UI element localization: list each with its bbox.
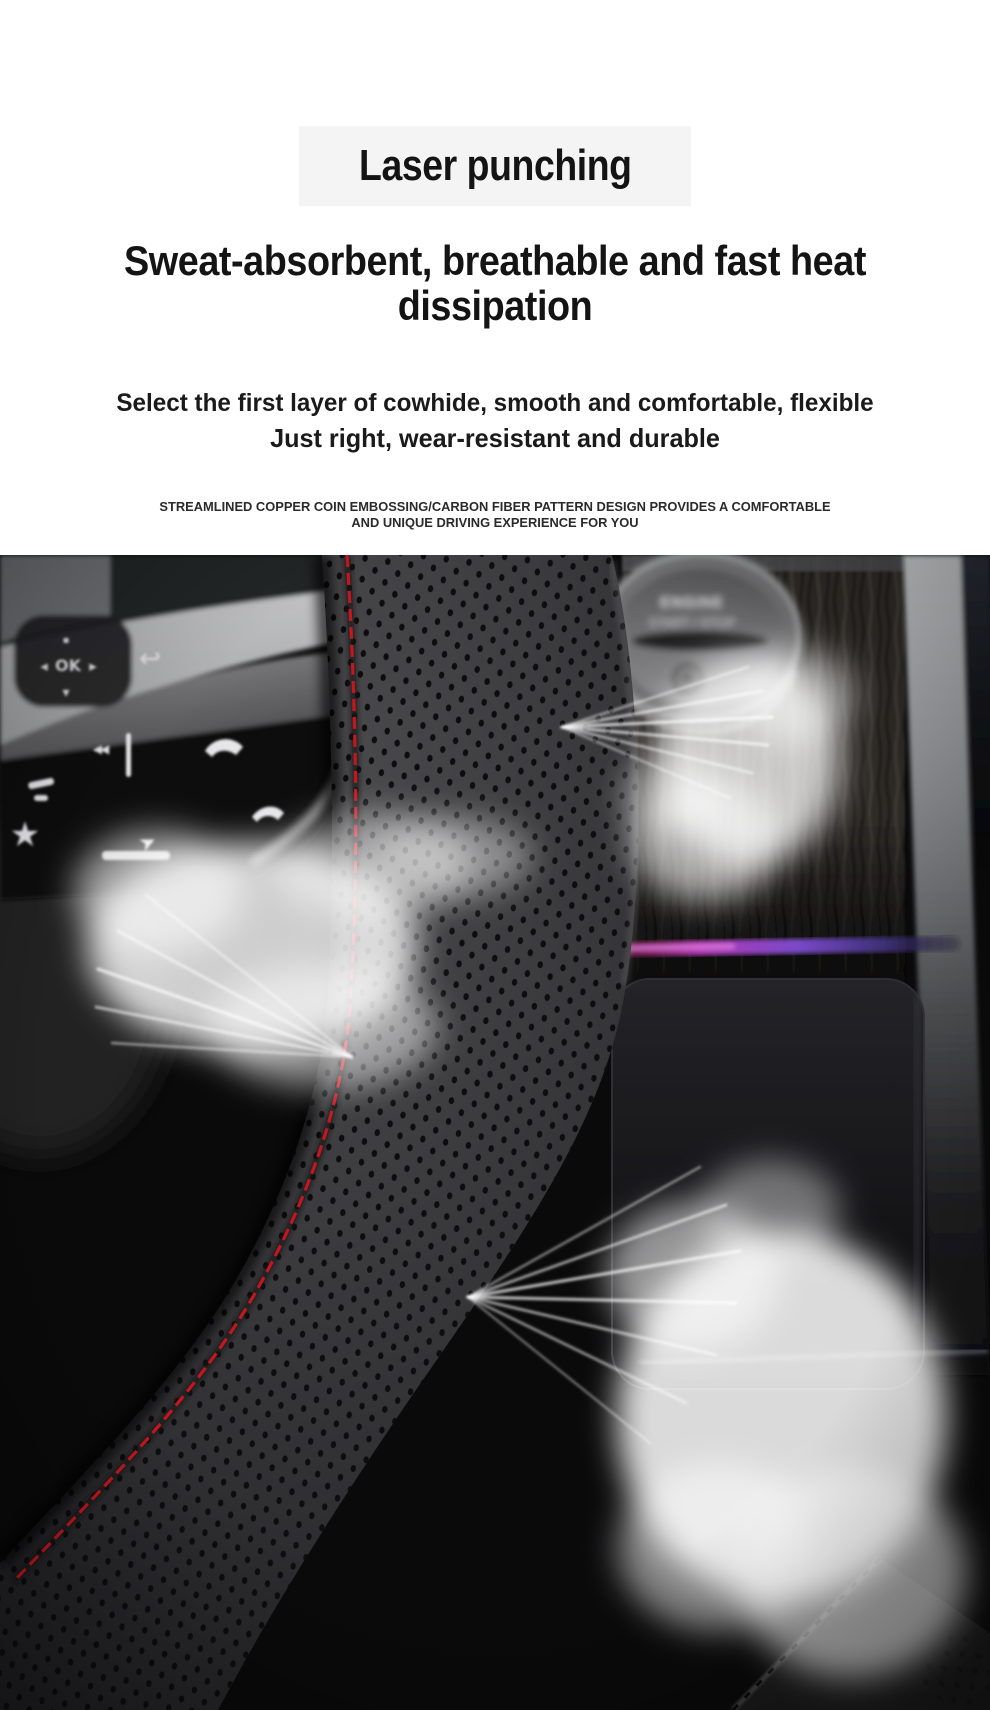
fineprint-line-1: STREAMLINED COPPER COIN EMBOSSING/CARBON FIBER PATTERN DESIGN PROVIDES A COMFORTABLE bbox=[159, 499, 831, 514]
fineprint bbox=[0, 499, 990, 530]
photo-vignette bbox=[0, 555, 990, 1710]
subtitle bbox=[0, 238, 990, 328]
fineprint-line-2: AND UNIQUE DRIVING EXPERIENCE FOR YOU bbox=[351, 514, 639, 530]
subtitle-line-1: Sweat-absorbent, breathable and fast heat bbox=[124, 237, 866, 284]
product-photo bbox=[0, 555, 990, 1710]
header bbox=[0, 126, 990, 206]
feature-line-2: Just right, wear-resistant and durable bbox=[270, 423, 720, 453]
subtitle-line-2: dissipation bbox=[397, 282, 593, 329]
feature-text bbox=[0, 386, 990, 457]
feature-line-1: Select the first layer of cowhide, smooth and comfortable, flexible bbox=[116, 389, 874, 417]
page-title: Laser punching bbox=[358, 141, 632, 190]
title-highlight-box bbox=[299, 126, 692, 206]
